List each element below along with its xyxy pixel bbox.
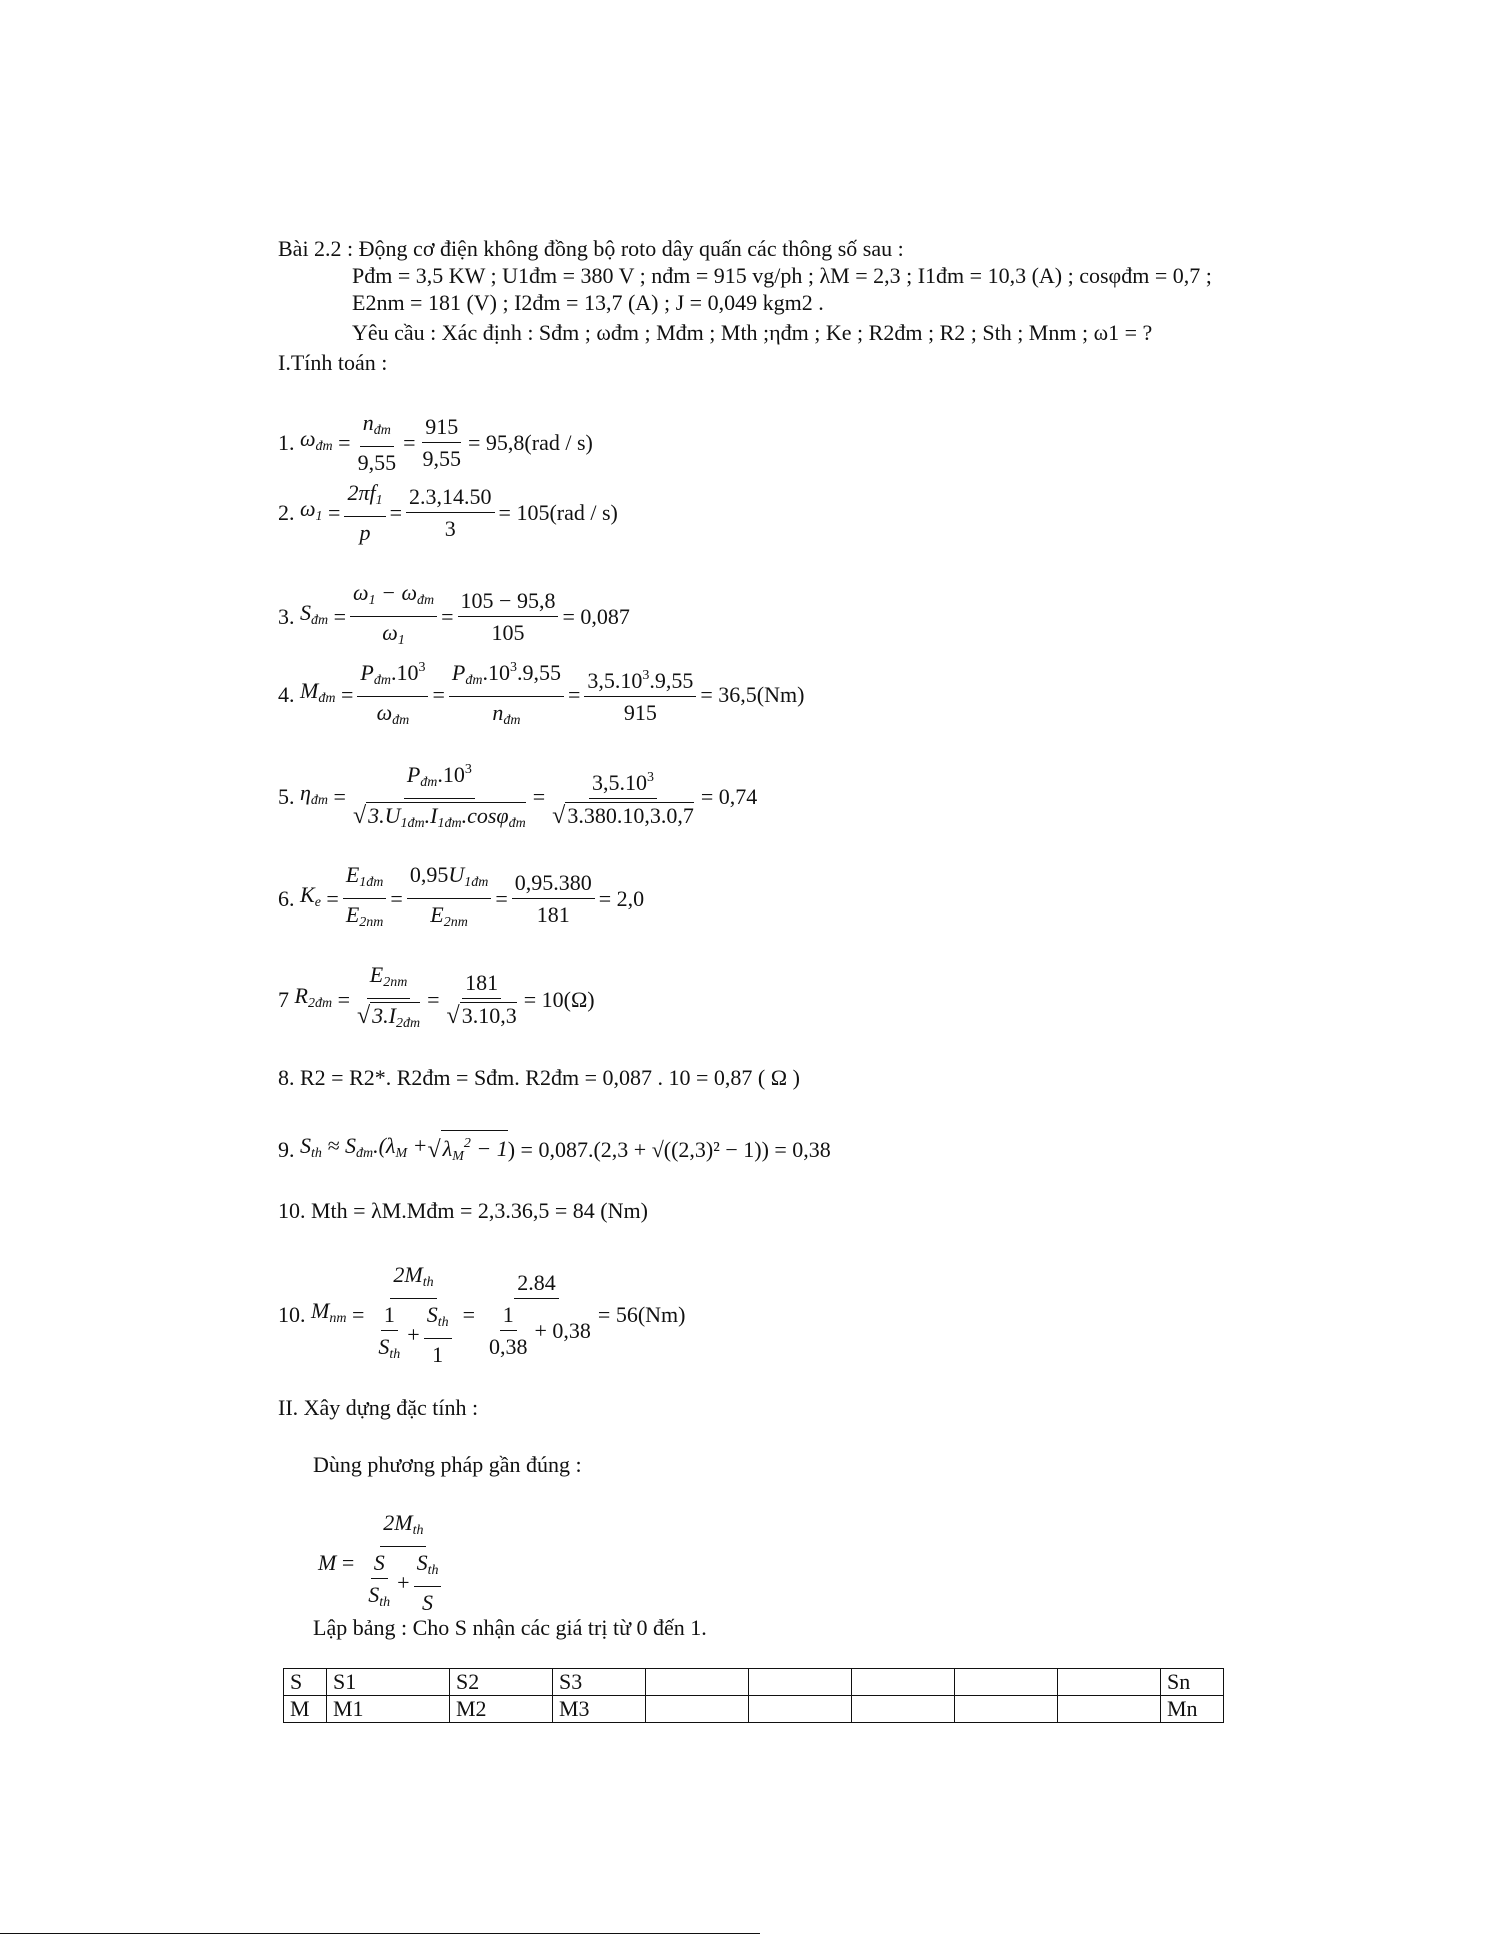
table-cell [1058, 1696, 1161, 1723]
step-7-equation: 7 $R_{2đm}$ = $E_{2nm}$ $√3.I_{2đm}$ = $\frac{181}{√3.10,3}$ = 10(Ω) [278, 962, 595, 1037]
params-line-1: Pđm = 3,5 KW ; U1đm = 380 V ; nđm = 915 vg/ph ; λM = 2,3 ; I1đm = 10,3 (A) ; cosφđm = 0,7 ; [352, 263, 1212, 288]
table-cell: M3 [553, 1696, 646, 1723]
step-6-equation: 6. $K_e$ = $E_{1đm}$ $E_{2nm}$ = $0,95U_{1đm}$ $E_{2nm}$ = $\frac{0,95.380}{181}$ = 2,0 [278, 862, 645, 930]
table-cell [955, 1669, 1058, 1696]
footer-rule [0, 1933, 760, 1934]
table-cell [852, 1669, 955, 1696]
table-cell [955, 1696, 1058, 1723]
step-4-equation: 4. $M_{đm}$ = $P_{đm}.10^3$ $\omega_{đm}$ = $P_{đm}.10^3.9,55$ $n_{đm}$ = $\frac{3,5.10^3.9,55}{915}$ = 36,5(Nm) [278, 655, 804, 734]
table-cell: S1 [327, 1669, 450, 1696]
table-cell: S3 [553, 1669, 646, 1696]
step-5-equation: 5. $\eta_{đm}$ = $P_{đm}.10^3$ $√3.U_{1đm}.I_{1đm}.\cos\varphi_{đm}$ = $\frac{3,5.10^3}{√3.380.10,3.0,7}$ = 0,74 [278, 757, 757, 837]
section-2-heading: II. Xây dựng đặc tính : [278, 1395, 479, 1420]
table-cell: M1 [327, 1696, 450, 1723]
method-text: Dùng phương pháp gần đúng : [313, 1452, 582, 1477]
table-cell: Mn [1161, 1696, 1224, 1723]
step-2-equation: 2. $\omega_1$ = $2\pi f_1$ p = $\frac{2.3,14.50}{3}$ = 105(rad / s) [278, 480, 618, 545]
table-row-m [284, 1696, 1224, 1723]
table-cell: S [284, 1669, 327, 1696]
table-cell: M2 [450, 1696, 553, 1723]
requirement-line: Yêu cầu : Xác định : Sđm ; ωđm ; Mđm ; Mth ;ηđm ; Ke ; R2đm ; R2 ; Sth ; Mnm ; ω1 = ? [352, 320, 1153, 345]
table-cell [852, 1696, 955, 1723]
step-10a-equation: 10. Mth = λM.Mđm = 2,3.36,5 = 84 (Nm) [278, 1198, 648, 1223]
table-cell: Sn [1161, 1669, 1224, 1696]
table-cell [749, 1669, 852, 1696]
section-1-heading: I.Tính toán : [278, 350, 388, 375]
table-note: Lập bảng : Cho S nhận các giá trị từ 0 đến 1. [313, 1615, 707, 1640]
step-9-equation: 9. $S_{th} \approx S_{đm}.(\lambda_M$ + √ $\lambda_M^2 - 1$ ) = 0,087.(2,3 + √((2,3)² − 1)) = 0,38 [278, 1130, 831, 1170]
table-cell [1058, 1669, 1161, 1696]
table-cell [646, 1696, 749, 1723]
table-cell [646, 1669, 749, 1696]
problem-title: Bài 2.2 : Động cơ điện không đồng bộ roto dây quấn các thông số sau : [278, 236, 904, 261]
step-1-equation: 1. $\omega_{đm}$ = $n_{đm}$ 9,55 = $\frac{915}{9,55}$ = 95,8(rad / s) [278, 410, 593, 475]
table-row-s [284, 1669, 1224, 1696]
params-line-2: E2nm = 181 (V) ; I2đm = 13,7 (A) ; J = 0,049 kgm2 . [352, 290, 824, 315]
table-cell: M [284, 1696, 327, 1723]
step-8-equation: 8. R2 = R2*. R2đm = Sđm. R2đm = 0,087 . 10 = 0,87 ( Ω ) [278, 1065, 800, 1090]
table-cell: S2 [450, 1669, 553, 1696]
s-m-table [283, 1668, 1224, 1723]
general-torque-formula: M = $2M_{th}$ S $S_{th}$ + $S_{th}$ S [318, 1510, 452, 1616]
table-cell [749, 1696, 852, 1723]
step-10b-equation: 10. $M_{nm}$ = $2M_{th}$ 1 $S_{th}$ + $S_{th}$ 1 = 2.84 1 0,38 + 0,38 = 56(Nm) [278, 1262, 686, 1367]
step-3-equation: 3. $S_{đm}$ = $\omega_1 - \omega_{đm}$ $\omega_1$ = $\frac{105 - 95,8}{105}$ = 0,087 [278, 580, 630, 648]
